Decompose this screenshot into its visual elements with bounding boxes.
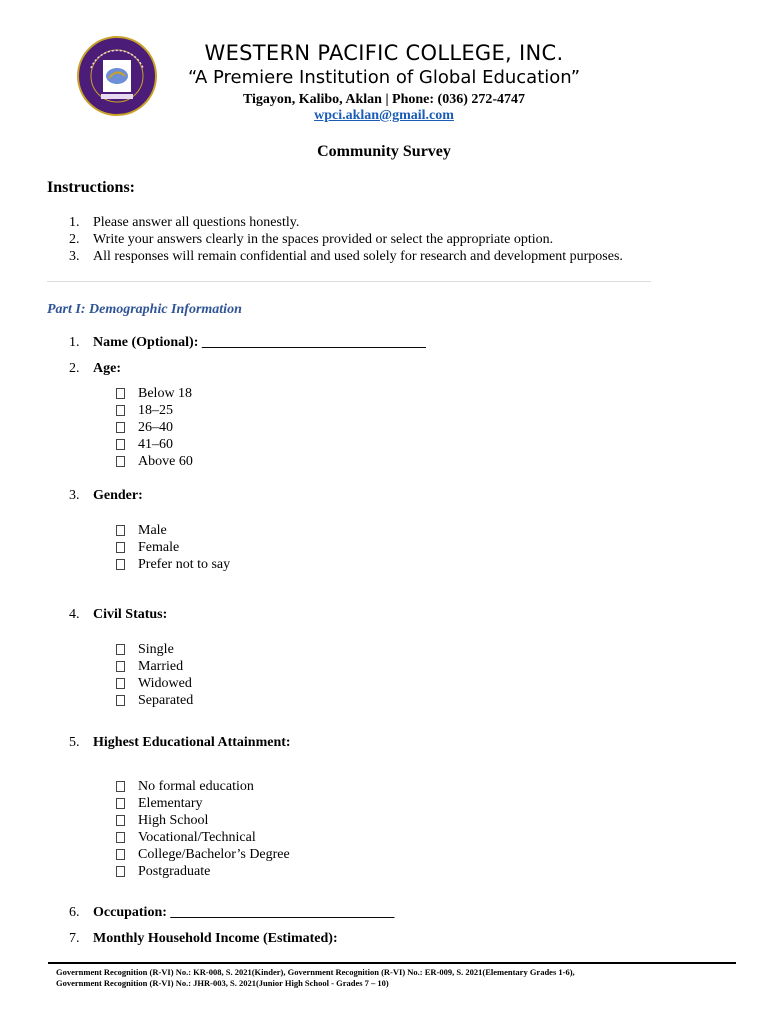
option-label: Separated <box>138 693 194 708</box>
option-item[interactable] <box>116 385 193 402</box>
checkbox-icon[interactable] <box>116 695 125 706</box>
checkbox-icon[interactable] <box>116 832 125 843</box>
option-label: Above 60 <box>138 454 193 469</box>
checkbox-icon[interactable] <box>116 798 125 809</box>
age-options <box>116 385 193 470</box>
question-label: Gender: <box>93 488 143 503</box>
option-label: Married <box>138 659 184 674</box>
checkbox-icon[interactable] <box>116 456 125 467</box>
option-label: 18–25 <box>138 403 173 418</box>
question-label: Occupation: ________________________________ <box>93 905 395 920</box>
option-label: Male <box>138 523 167 538</box>
checkbox-icon[interactable] <box>116 422 125 433</box>
checkbox-icon[interactable] <box>116 849 125 860</box>
footer-recognition <box>56 967 746 989</box>
checkbox-icon[interactable] <box>116 405 125 416</box>
option-item[interactable] <box>116 778 290 795</box>
question-number: 5. <box>69 735 80 750</box>
option-item[interactable] <box>116 795 290 812</box>
college-name: WESTERN PACIFIC COLLEGE, INC. <box>204 41 564 65</box>
college-tagline: “A Premiere Institution of Global Education” <box>187 67 581 88</box>
instruction-item <box>69 248 709 265</box>
option-item[interactable] <box>116 675 193 692</box>
option-item[interactable] <box>116 658 193 675</box>
option-item[interactable] <box>116 556 230 573</box>
checkbox-icon[interactable] <box>116 525 125 536</box>
instructions-list <box>69 214 709 265</box>
instruction-text: Write your answers clearly in the spaces provided or select the appropriate option. <box>93 232 554 247</box>
checkbox-icon[interactable] <box>116 661 125 672</box>
option-item[interactable] <box>116 829 290 846</box>
checkbox-icon[interactable] <box>116 559 125 570</box>
option-item[interactable] <box>116 453 193 470</box>
option-item[interactable] <box>116 846 290 863</box>
question-number: 2. <box>69 361 80 376</box>
option-label: Elementary <box>138 796 203 811</box>
option-item[interactable] <box>116 641 193 658</box>
section-divider <box>47 281 651 282</box>
part-heading: Part I: Demographic Information <box>47 302 242 317</box>
instruction-number: 3. <box>69 249 80 264</box>
instruction-item <box>69 231 709 248</box>
option-item[interactable] <box>116 539 230 556</box>
option-label: 26–40 <box>138 420 173 435</box>
footer-divider <box>48 962 736 964</box>
checkbox-icon[interactable] <box>116 388 125 399</box>
instruction-text: Please answer all questions honestly. <box>93 215 300 230</box>
question-occupation <box>69 905 394 921</box>
question-label: Highest Educational Attainment: <box>93 735 291 750</box>
checkbox-icon[interactable] <box>116 439 125 450</box>
checkbox-icon[interactable] <box>116 815 125 826</box>
question-label: Civil Status: <box>93 607 168 622</box>
option-label: Female <box>138 540 180 555</box>
question-number: 4. <box>69 607 80 622</box>
letterhead <box>0 0 768 130</box>
gender-options <box>116 522 230 573</box>
name-answer-blank[interactable]: ________________________________ <box>198 335 426 350</box>
footer-line-2: Government Recognition (R-VI) No.: JHR-003, S. 2021(Junior High School - Grades 7 – 10) <box>56 978 389 988</box>
option-label: Widowed <box>138 676 192 691</box>
option-label: Below 18 <box>138 386 193 401</box>
document-title: Community Survey <box>317 143 451 160</box>
question-education <box>69 735 291 751</box>
option-item[interactable] <box>116 419 193 436</box>
option-label: Postgraduate <box>138 864 211 879</box>
option-label: Vocational/Technical <box>138 830 256 845</box>
instruction-number: 1. <box>69 215 80 230</box>
option-label: 41–60 <box>138 437 173 452</box>
question-label: Monthly Household Income (Estimated): <box>93 931 338 946</box>
question-gender <box>69 488 143 504</box>
question-age <box>69 361 121 377</box>
option-label: No formal education <box>138 779 254 794</box>
email-link[interactable]: wpci.aklan@gmail.com <box>314 108 454 123</box>
instruction-item <box>69 214 709 231</box>
college-email <box>0 108 768 124</box>
option-item[interactable] <box>116 402 193 419</box>
option-label: Single <box>138 642 174 657</box>
checkbox-icon[interactable] <box>116 542 125 553</box>
question-number: 3. <box>69 488 80 503</box>
option-item[interactable] <box>116 863 290 880</box>
checkbox-icon[interactable] <box>116 781 125 792</box>
checkbox-icon[interactable] <box>116 866 125 877</box>
option-item[interactable] <box>116 522 230 539</box>
footer-line-1: Government Recognition (R-VI) No.: KR-008, S. 2021(Kinder), Government Recognition (R-VI) No.: ER-009, S. 2021(Elementary Grades 1-6), <box>56 967 575 977</box>
question-civil-status <box>69 607 167 623</box>
question-income <box>69 931 338 947</box>
instructions-heading: Instructions: <box>47 179 136 196</box>
question-number: 7. <box>69 931 80 946</box>
education-options <box>116 778 290 880</box>
question-number: 1. <box>69 335 80 350</box>
checkbox-icon[interactable] <box>116 644 125 655</box>
question-name <box>69 335 426 351</box>
college-address: Tigayon, Kalibo, Aklan | Phone: (036) 272-4747 <box>242 92 526 107</box>
option-item[interactable] <box>116 692 193 709</box>
option-label: High School <box>138 813 209 828</box>
question-number: 6. <box>69 905 80 920</box>
question-label: Name (Optional): ________________________________ <box>93 335 426 350</box>
checkbox-icon[interactable] <box>116 678 125 689</box>
option-item[interactable] <box>116 436 193 453</box>
option-label: Prefer not to say <box>138 557 231 572</box>
instruction-text: All responses will remain confidential and used solely for research and development purposes. <box>93 249 623 264</box>
question-label: Age: <box>93 361 121 376</box>
civil-status-options <box>116 641 193 709</box>
option-item[interactable] <box>116 812 290 829</box>
instruction-number: 2. <box>69 232 80 247</box>
occupation-answer-blank[interactable]: ________________________________ <box>166 905 395 920</box>
option-label: College/Bachelor’s Degree <box>138 847 290 862</box>
